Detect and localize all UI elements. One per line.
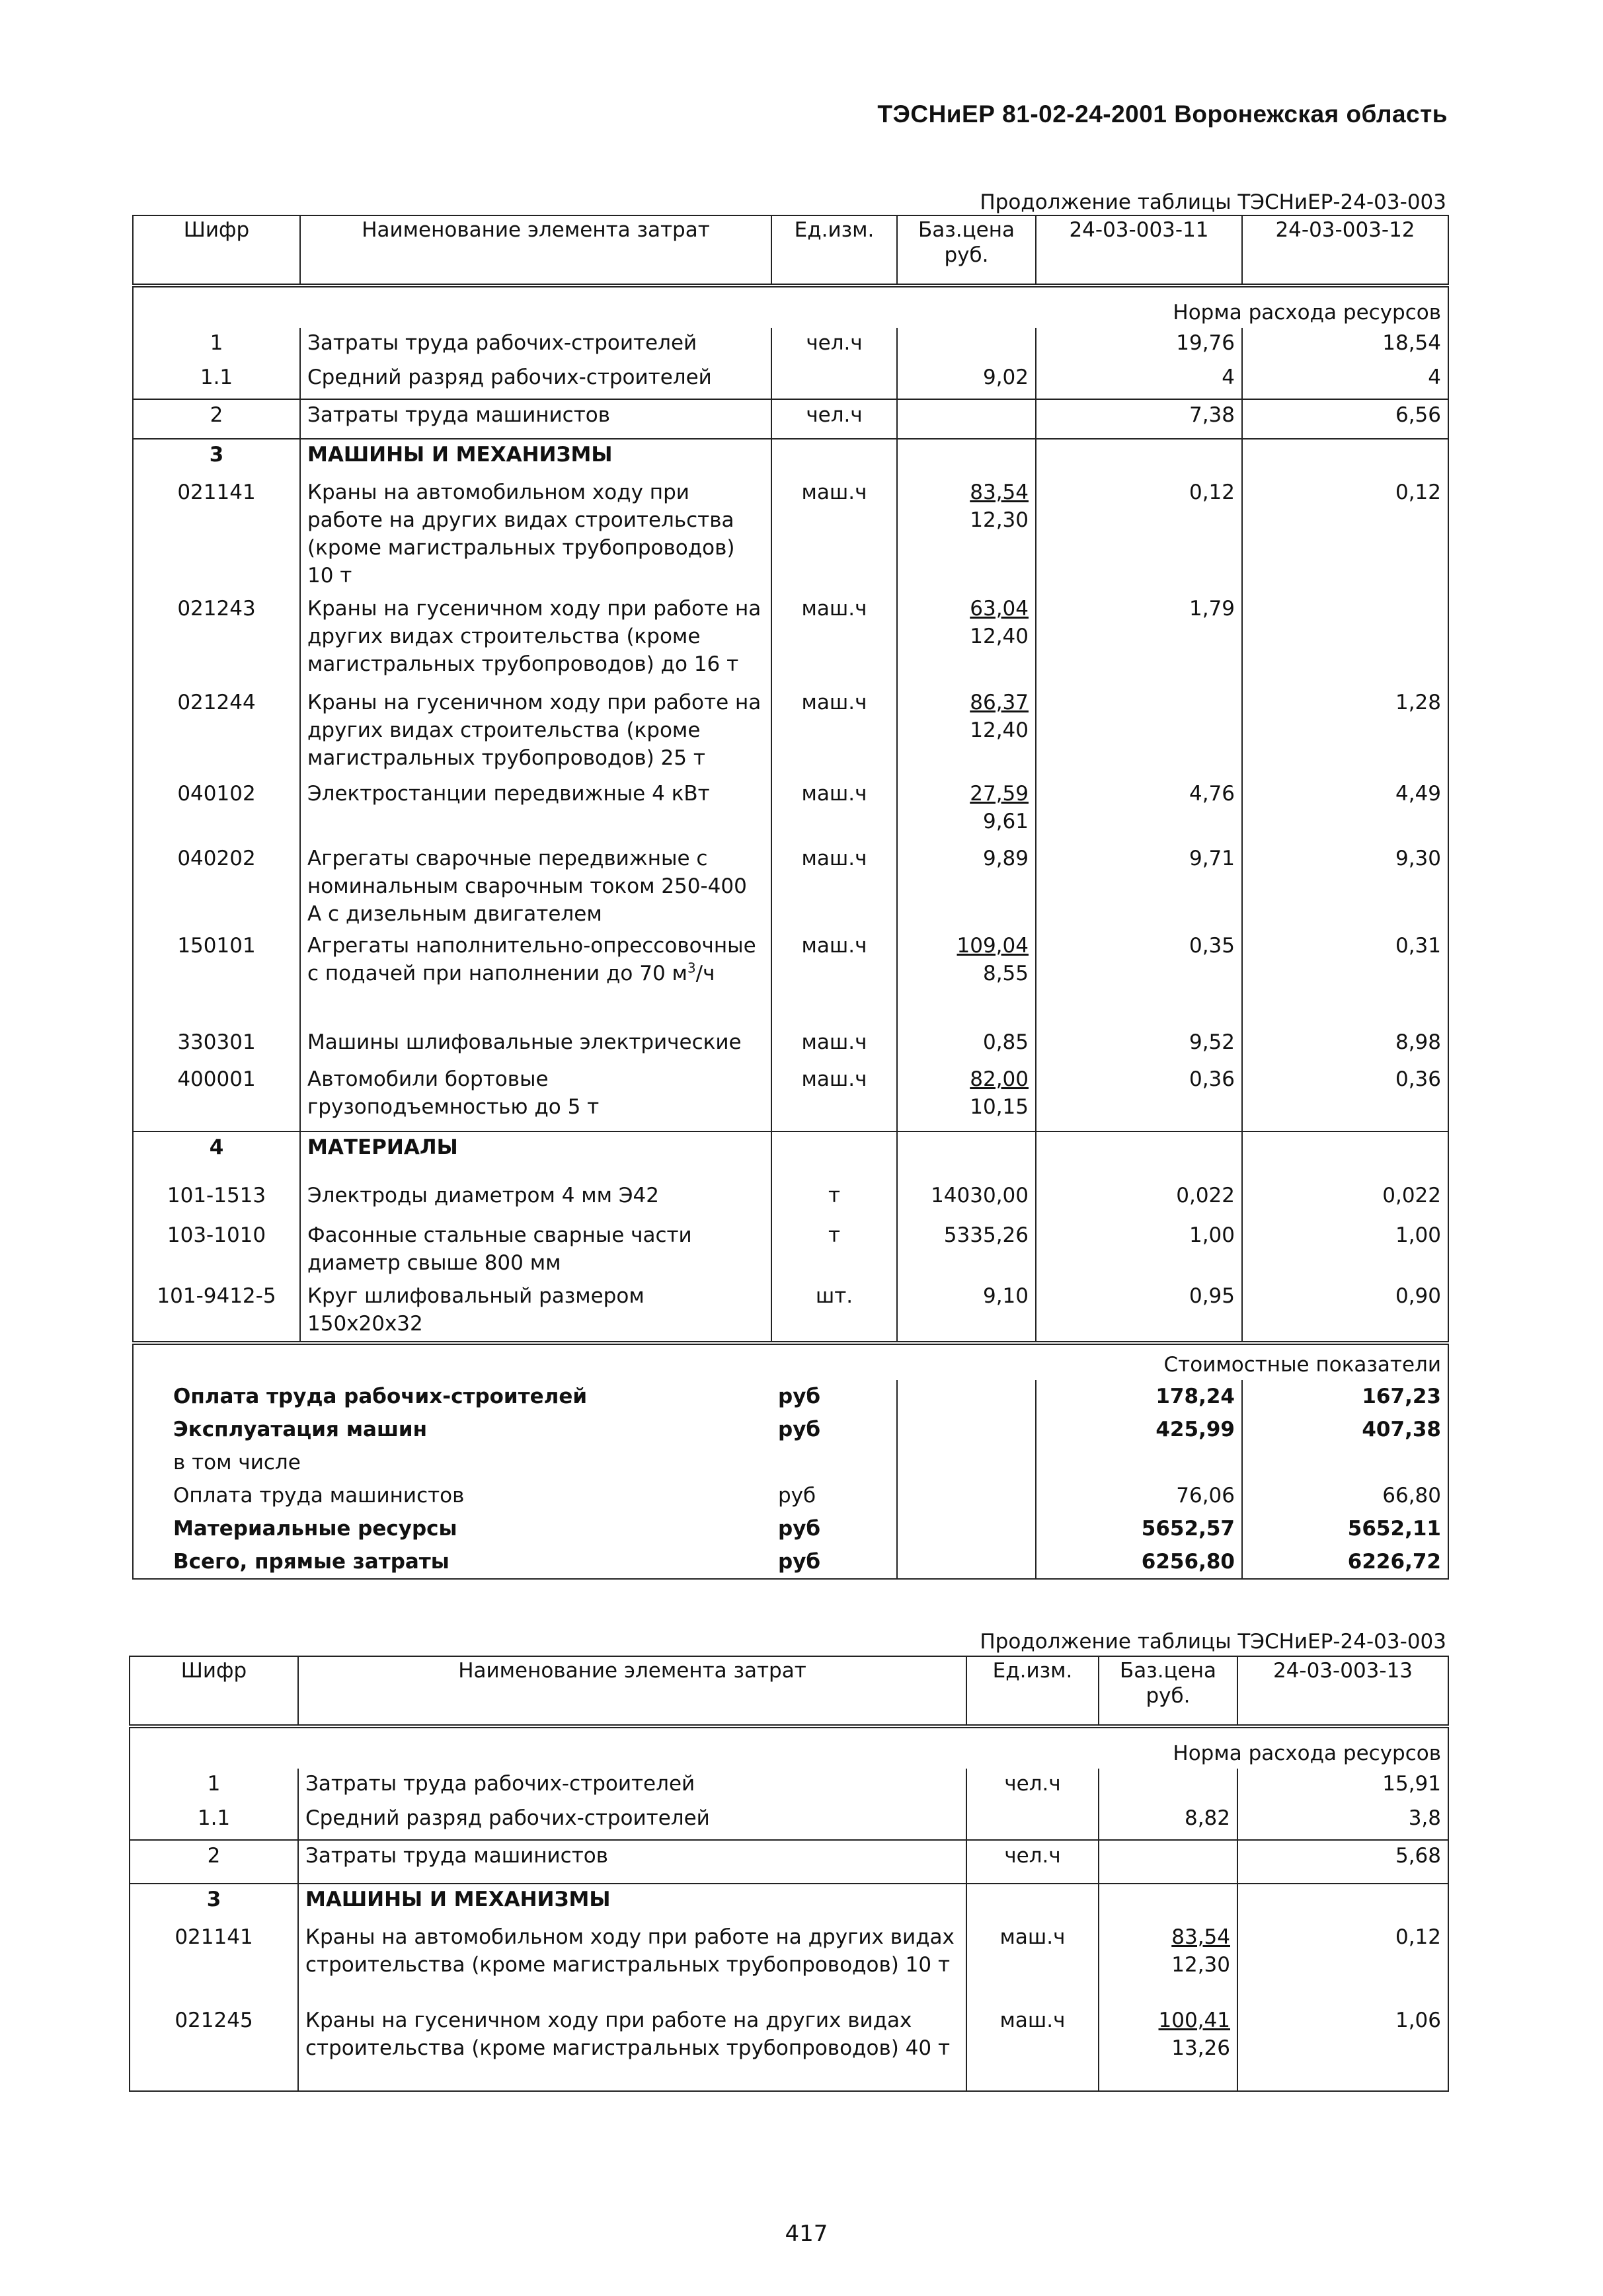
- cell-price: [1099, 1884, 1237, 1922]
- cell-unit: [966, 1803, 1099, 1840]
- cell-name: Затраты труда рабочих-строителей: [298, 1769, 966, 1803]
- cell-code: 150101: [133, 931, 300, 1027]
- totals-label: Оплата труда рабочих-строителей: [133, 1380, 771, 1413]
- cell-unit: чел.ч: [966, 1769, 1099, 1803]
- cell-unit: маш.ч: [771, 779, 897, 843]
- col-header-unit: Ед.изм.: [966, 1656, 1099, 1726]
- price-labor: 13,26: [1171, 2036, 1230, 2060]
- cell-code: 330301: [133, 1027, 300, 1064]
- cell-unit: маш.ч: [771, 1064, 897, 1131]
- cell-name: Электростанции передвижные 4 кВт: [300, 779, 771, 843]
- cell-price: [897, 687, 1036, 779]
- cell-name: Фасонные стальные сварные части диаметр свыше 800 мм: [300, 1220, 771, 1281]
- cell-name: Агрегаты сварочные передвижные с номинальным сварочным током 250-400 А с дизельным двигателем: [300, 843, 771, 931]
- totals-value-1: 178,24: [1036, 1380, 1242, 1413]
- norm-title: Норма расхода ресурсов: [130, 1726, 1448, 1769]
- cell-norm-1: 0,12: [1237, 1922, 1448, 2005]
- table-row: [133, 1220, 1448, 1281]
- cell-name: Затраты труда машинистов: [300, 399, 771, 439]
- col-header-c1: 24-03-003-13: [1237, 1656, 1448, 1726]
- cell-price: [897, 328, 1036, 362]
- cell-norm-2: 4,49: [1242, 779, 1448, 843]
- table-row: [133, 779, 1448, 843]
- price-labor: 8,82: [1184, 1806, 1230, 1830]
- cell-code: 1: [133, 328, 300, 362]
- cell-price: [1099, 2005, 1237, 2091]
- resource-table-1: [132, 215, 1449, 1580]
- table-row: [133, 362, 1448, 399]
- cell-name: МАШИНЫ И МЕХАНИЗМЫ: [300, 439, 771, 477]
- totals-label: в том числе: [133, 1446, 771, 1479]
- table-row: [133, 931, 1448, 1027]
- cell-norm-2: 4: [1242, 362, 1448, 399]
- cell-norm-2: 9,30: [1242, 843, 1448, 931]
- cell-price: [897, 779, 1036, 843]
- cell-unit: маш.ч: [771, 593, 897, 687]
- table-row: [133, 1027, 1448, 1064]
- table-row: [133, 1180, 1448, 1220]
- price-labor: 5335,26: [943, 1223, 1029, 1247]
- cell-name: Краны на автомобильном ходу при работе на других видах строительства (кроме магистральных трубопроводов) 10 т: [300, 477, 771, 593]
- cell-norm-2: 1,00: [1242, 1220, 1448, 1281]
- section-row: [130, 1884, 1448, 1922]
- price-labor: 12,40: [970, 625, 1029, 648]
- page-title: ТЭСНиЕР 81-02-24-2001 Воронежская область: [877, 100, 1448, 128]
- totals-unit: [771, 1446, 897, 1479]
- totals-unit: руб: [771, 1413, 897, 1446]
- cell-code: 2: [130, 1840, 298, 1884]
- price-labor: 9,10: [982, 1284, 1029, 1308]
- table1-totals: [133, 1380, 1448, 1579]
- cell-norm-1: 0,35: [1036, 931, 1242, 1027]
- cell-price: [897, 477, 1036, 593]
- cell-norm-1: 0,12: [1036, 477, 1242, 593]
- cell-norm-2: 0,31: [1242, 931, 1448, 1027]
- cell-norm-1: [1036, 687, 1242, 779]
- totals-label: Оплата труда машинистов: [133, 1479, 771, 1512]
- cell-name-suffix: /ч: [695, 962, 715, 985]
- totals-label: Эксплуатация машин: [133, 1413, 771, 1446]
- totals-price-empty: [897, 1512, 1036, 1545]
- totals-label: Всего, прямые затраты: [133, 1545, 771, 1579]
- cell-norm-1: 1,06: [1237, 2005, 1448, 2091]
- table-row: [130, 1840, 1448, 1884]
- cell-price: [897, 1131, 1036, 1180]
- table2-header-row: [130, 1656, 1448, 1726]
- col-header-price: Баз.цена руб.: [897, 215, 1036, 286]
- cell-norm-2: 0,022: [1242, 1180, 1448, 1220]
- table-row: [130, 1803, 1448, 1840]
- totals-row: [133, 1479, 1448, 1512]
- totals-value-2: 66,80: [1242, 1479, 1448, 1512]
- table-row: [133, 843, 1448, 931]
- col-header-code: Шифр: [133, 215, 300, 286]
- totals-price-empty: [897, 1380, 1036, 1413]
- price-machine: 27,59: [970, 782, 1029, 806]
- col-header-name: Наименование элемента затрат: [300, 215, 771, 286]
- cell-unit: маш.ч: [771, 843, 897, 931]
- col-header-name: Наименование элемента затрат: [298, 1656, 966, 1726]
- cell-name: Средний разряд рабочих-строителей: [300, 362, 771, 399]
- cell-unit: маш.ч: [966, 2005, 1099, 2091]
- price-labor: 9,02: [982, 365, 1029, 389]
- col-header-unit: Ед.изм.: [771, 215, 897, 286]
- cell-code: 400001: [133, 1064, 300, 1131]
- cell-unit: [771, 362, 897, 399]
- cell-norm-2: 18,54: [1242, 328, 1448, 362]
- cell-unit: [771, 1131, 897, 1180]
- cell-unit: [771, 439, 897, 477]
- cell-norm-2: [1242, 593, 1448, 687]
- cell-norm-1: 0,022: [1036, 1180, 1242, 1220]
- price-labor: 12,30: [1171, 1953, 1230, 1977]
- cell-norm-1: 1,00: [1036, 1220, 1242, 1281]
- cell-price: [897, 843, 1036, 931]
- table2-body: [130, 1769, 1448, 2091]
- totals-row: [133, 1545, 1448, 1579]
- totals-price-empty: [897, 1479, 1036, 1512]
- totals-value-1: 6256,80: [1036, 1545, 1242, 1579]
- cost-title-row: [133, 1343, 1448, 1380]
- price-labor: 8,55: [982, 962, 1029, 985]
- price-machine: 63,04: [970, 597, 1029, 621]
- price-machine: 83,54: [970, 480, 1029, 504]
- cell-name: Краны на гусеничном ходу при работе на других видах строительства (кроме магистральных трубопроводов) 40 т: [298, 2005, 966, 2091]
- resource-table-2: [129, 1656, 1449, 2092]
- cell-unit: шт.: [771, 1281, 897, 1343]
- cell-norm-2: [1242, 439, 1448, 477]
- table-row: [133, 687, 1448, 779]
- cell-norm-1: 1,79: [1036, 593, 1242, 687]
- cell-name: Автомобили бортовые грузоподъемностью до 5 т: [300, 1064, 771, 1131]
- cell-norm-1: 9,52: [1036, 1027, 1242, 1064]
- cell-unit: маш.ч: [771, 931, 897, 1027]
- price-machine: 83,54: [1171, 1925, 1230, 1949]
- cell-norm-1: 9,71: [1036, 843, 1242, 931]
- totals-value-1: 76,06: [1036, 1479, 1242, 1512]
- norm-title: Норма расхода ресурсов: [133, 286, 1448, 328]
- cell-norm-1: 3,8: [1237, 1803, 1448, 1840]
- cell-price: [897, 1281, 1036, 1343]
- cell-unit: [966, 1884, 1099, 1922]
- page-number: 417: [785, 2221, 828, 2247]
- cell-price: [897, 931, 1036, 1027]
- cell-code: 040202: [133, 843, 300, 931]
- totals-price-empty: [897, 1446, 1036, 1479]
- cell-name: [300, 931, 771, 1027]
- cell-norm-1: 4: [1036, 362, 1242, 399]
- cell-code: 3: [130, 1884, 298, 1922]
- price-labor: 14030,00: [931, 1184, 1029, 1207]
- price-labor: 9,61: [982, 810, 1029, 833]
- cell-price: [1099, 1803, 1237, 1840]
- cell-norm-1: 4,76: [1036, 779, 1242, 843]
- cell-name-text: Агрегаты наполнительно-опрессовочные с подачей при наполнении до 70 м: [307, 934, 756, 985]
- col-header-code: Шифр: [130, 1656, 298, 1726]
- table1-header-row: [133, 215, 1448, 286]
- totals-value-1: [1036, 1446, 1242, 1479]
- price-labor: 10,15: [970, 1095, 1029, 1119]
- table-row: [130, 1769, 1448, 1803]
- totals-value-2: 5652,11: [1242, 1512, 1448, 1545]
- table-row: [133, 477, 1448, 593]
- price-machine: 109,04: [957, 934, 1029, 958]
- cell-name: Круг шлифовальный размером 150х20х32: [300, 1281, 771, 1343]
- cell-norm-1: 0,95: [1036, 1281, 1242, 1343]
- cell-norm-2: 0,12: [1242, 477, 1448, 593]
- price-labor: 0,85: [982, 1030, 1029, 1054]
- cell-norm-2: 8,98: [1242, 1027, 1448, 1064]
- table-row: [130, 2005, 1448, 2091]
- cell-norm-2: 0,36: [1242, 1064, 1448, 1131]
- totals-row: [133, 1446, 1448, 1479]
- cell-name: МАШИНЫ И МЕХАНИЗМЫ: [298, 1884, 966, 1922]
- cell-price: [897, 399, 1036, 439]
- totals-value-2: 167,23: [1242, 1380, 1448, 1413]
- totals-value-2: 6226,72: [1242, 1545, 1448, 1579]
- cell-unit: маш.ч: [966, 1922, 1099, 2005]
- price-machine: 82,00: [970, 1067, 1029, 1091]
- totals-row: [133, 1512, 1448, 1545]
- cell-code: 3: [133, 439, 300, 477]
- cell-name: Затраты труда рабочих-строителей: [300, 328, 771, 362]
- cell-code: 4: [133, 1131, 300, 1180]
- cell-unit: маш.ч: [771, 477, 897, 593]
- cell-norm-2: 6,56: [1242, 399, 1448, 439]
- totals-value-2: [1242, 1446, 1448, 1479]
- table-row: [133, 399, 1448, 439]
- cell-norm-1: 0,36: [1036, 1064, 1242, 1131]
- totals-row: [133, 1380, 1448, 1413]
- cell-code: 1: [130, 1769, 298, 1803]
- cell-norm-1: 5,68: [1237, 1840, 1448, 1884]
- table1-body: [133, 328, 1448, 1343]
- totals-unit: руб: [771, 1380, 897, 1413]
- cell-norm-2: 1,28: [1242, 687, 1448, 779]
- cell-unit: т: [771, 1180, 897, 1220]
- totals-unit: руб: [771, 1512, 897, 1545]
- cell-unit: маш.ч: [771, 687, 897, 779]
- totals-price-empty: [897, 1545, 1036, 1579]
- cell-name: Машины шлифовальные электрические: [300, 1027, 771, 1064]
- cell-code: 1.1: [130, 1803, 298, 1840]
- cell-price: [897, 439, 1036, 477]
- table1-caption: Продолжение таблицы ТЭСНиЕР-24-03-003: [980, 190, 1446, 214]
- cell-norm-2: 0,90: [1242, 1281, 1448, 1343]
- cell-price: [897, 362, 1036, 399]
- table2-caption: Продолжение таблицы ТЭСНиЕР-24-03-003: [980, 1630, 1446, 1654]
- col-header-c2: 24-03-003-12: [1242, 215, 1448, 286]
- cell-price: [897, 593, 1036, 687]
- cell-unit: чел.ч: [771, 399, 897, 439]
- cell-norm-1: [1237, 1884, 1448, 1922]
- totals-unit: руб: [771, 1479, 897, 1512]
- price-machine: 86,37: [970, 691, 1029, 714]
- cell-name: Средний разряд рабочих-строителей: [298, 1803, 966, 1840]
- price-machine: 100,41: [1158, 2009, 1230, 2032]
- totals-value-1: 5652,57: [1036, 1512, 1242, 1545]
- totals-row: [133, 1413, 1448, 1446]
- norm-title-row: [133, 286, 1448, 328]
- section-row: [133, 1131, 1448, 1180]
- cell-unit: маш.ч: [771, 1027, 897, 1064]
- cell-name: Краны на гусеничном ходу при работе на других видах строительства (кроме магистральных трубопроводов) до 16 т: [300, 593, 771, 687]
- totals-price-empty: [897, 1413, 1036, 1446]
- price-labor: 9,89: [982, 847, 1029, 870]
- cell-norm-1: 15,91: [1237, 1769, 1448, 1803]
- table-row: [130, 1922, 1448, 2005]
- totals-value-1: 425,99: [1036, 1413, 1242, 1446]
- table-row: [133, 328, 1448, 362]
- cell-code: 101-9412-5: [133, 1281, 300, 1343]
- cell-name: Электроды диаметром 4 мм Э42: [300, 1180, 771, 1220]
- cell-name: Краны на автомобильном ходу при работе на других видах строительства (кроме магистральных трубопроводов) 10 т: [298, 1922, 966, 2005]
- cell-norm-1: 7,38: [1036, 399, 1242, 439]
- cell-price: [897, 1180, 1036, 1220]
- cell-code: 103-1010: [133, 1220, 300, 1281]
- col-header-c1: 24-03-003-11: [1036, 215, 1242, 286]
- cell-unit: чел.ч: [966, 1840, 1099, 1884]
- cell-norm-1: [1036, 439, 1242, 477]
- cell-unit: т: [771, 1220, 897, 1281]
- cell-price: [1099, 1922, 1237, 2005]
- cell-unit: чел.ч: [771, 328, 897, 362]
- superscript: 3: [687, 960, 696, 976]
- cell-code: 040102: [133, 779, 300, 843]
- cell-code: 021141: [130, 1922, 298, 2005]
- table-row: [133, 1281, 1448, 1343]
- cell-code: 1.1: [133, 362, 300, 399]
- cell-code: 021243: [133, 593, 300, 687]
- section-row: [133, 439, 1448, 477]
- cell-name: Краны на гусеничном ходу при работе на других видах строительства (кроме магистральных трубопроводов) 25 т: [300, 687, 771, 779]
- totals-unit: руб: [771, 1545, 897, 1579]
- table-row: [133, 1064, 1448, 1131]
- cell-code: 021245: [130, 2005, 298, 2091]
- cell-price: [1099, 1840, 1237, 1884]
- cell-name: МАТЕРИАЛЫ: [300, 1131, 771, 1180]
- table-row: [133, 593, 1448, 687]
- totals-value-2: 407,38: [1242, 1413, 1448, 1446]
- cell-code: 101-1513: [133, 1180, 300, 1220]
- cell-norm-2: [1242, 1131, 1448, 1180]
- totals-label: Материальные ресурсы: [133, 1512, 771, 1545]
- cell-code: 021141: [133, 477, 300, 593]
- cell-name: Затраты труда машинистов: [298, 1840, 966, 1884]
- price-labor: 12,40: [970, 718, 1029, 742]
- cell-norm-1: 19,76: [1036, 328, 1242, 362]
- cell-price: [897, 1220, 1036, 1281]
- cell-norm-1: [1036, 1131, 1242, 1180]
- cell-price: [1099, 1769, 1237, 1803]
- norm-title-row: [130, 1726, 1448, 1769]
- price-labor: 12,30: [970, 508, 1029, 532]
- cell-code: 021244: [133, 687, 300, 779]
- cell-price: [897, 1027, 1036, 1064]
- cell-code: 2: [133, 399, 300, 439]
- cell-price: [897, 1064, 1036, 1131]
- col-header-price: Баз.цена руб.: [1099, 1656, 1237, 1726]
- cost-title: Стоимостные показатели: [133, 1343, 1448, 1380]
